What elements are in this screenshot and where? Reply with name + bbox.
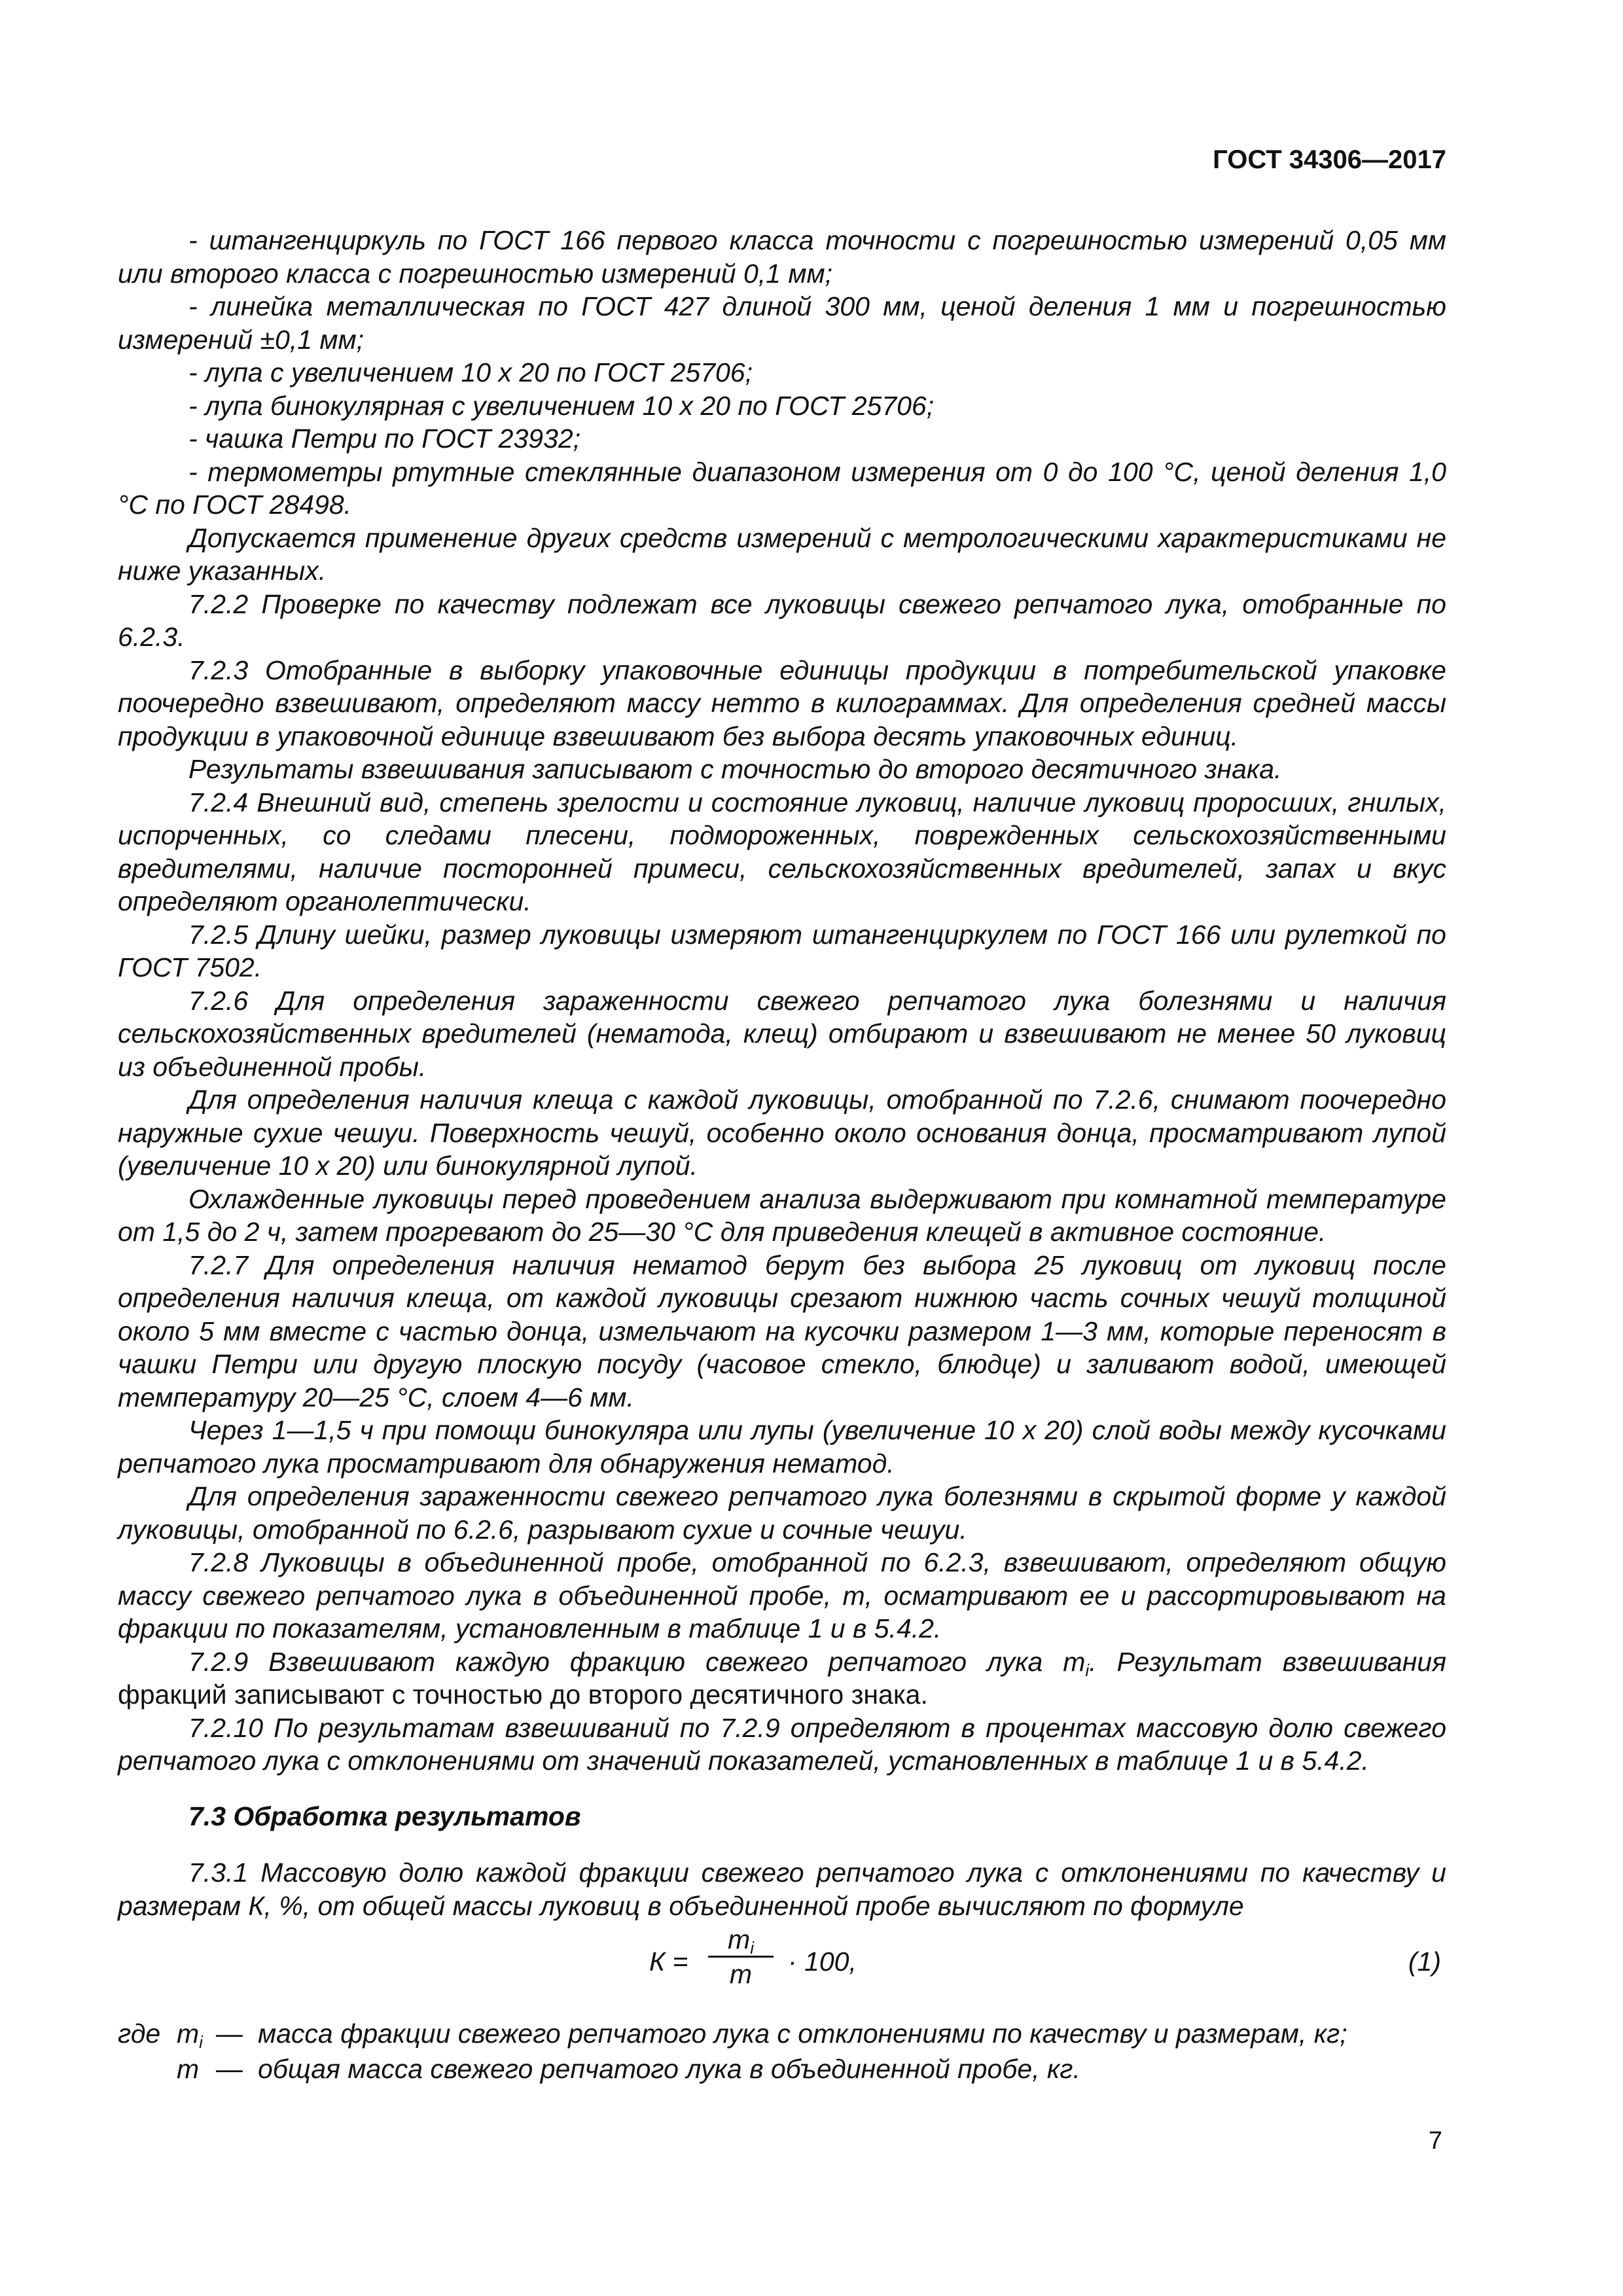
paragraph-7-3-1: 7.3.1 Массовую долю каждой фракции свежего репчатого лука с отклонениями по качеству и размерам К, %, от общей массы луковиц в объединенной пробе вычисляют по формуле (118, 1857, 1446, 1921)
document-number-header: ГОСТ 34306—2017 (1213, 145, 1446, 174)
page-number: 7 (1428, 2127, 1442, 2155)
legend-where-label: где (118, 2018, 161, 2049)
section-title: 7.3 Обработка результатов (188, 1801, 581, 1831)
legend-description: общая масса свежего репчатого лука в объединенной пробе, кг. (258, 2054, 1080, 2084)
symbol-sub: i (199, 2032, 203, 2052)
legend-symbol: m (177, 2054, 200, 2084)
paragraph: - штангенциркуль по ГОСТ 166 первого класса точности с погрешностью измерений 0,05 мм или второго класса с погрешностью измерений 0,1 мм; (118, 225, 1446, 289)
formula-denominator: m (729, 1959, 753, 1989)
paragraph: - чашка Петри по ГОСТ 23932; (188, 423, 581, 454)
paragraph: 7.2.5 Длину шейки, размер луковицы измеряют штангенциркулем по ГОСТ 166 или рулеткой по ГОСТ 7502. (118, 919, 1446, 982)
paragraph: 7.2.8 Луковицы в объединенной пробе, отобранной по 6.2.3, взвешивают, определяют общую массу свежего репчатого лука в объединенной пробе, m, осматривают ее и рассортировывают на фракции по показателям, установленным в таблице 1 и в 5.4.2. (118, 1547, 1446, 1643)
legend-symbol (177, 2016, 203, 2051)
numerator-var: m (728, 1924, 751, 1954)
paragraph: 7.2.4 Внешний вид, степень зрелости и состояние луковиц, наличие луковиц проросших, гнилых, испорченных, со следами плесени, подмороженных, поврежденных сельскохозяйственными вредителями, наличие посторонней примеси, сельскохозяйственных вредителей, запах и вкус определяют органолептически. (118, 787, 1446, 916)
paragraph: Результаты взвешивания записывают с точностью до второго десятичного знака. (188, 754, 1282, 784)
paragraph: - термометры ртутные стеклянные диапазоном измерения от 0 до 100 °С, ценой деления 1,0 °С по ГОСТ 28498. (118, 456, 1446, 520)
paragraph-7-2-9-upright: фракций записывают с точностью до второго десятичного знака. (118, 1679, 928, 1710)
formula-fraction (708, 1924, 774, 1989)
paragraph: - лупа с увеличением 10 х 20 по ГОСТ 25706; (188, 357, 753, 387)
paragraph: 7.2.7 Для определения наличия нематод берут без выбора 25 луковиц от луковиц после определения наличия клеща, от каждой луковицы срезают нижнюю часть сочных чешуй толщиной около 5 мм вместе с частью донца, измельчают на кусочки размером 1—3 мм, которые переносят в чашки Петри или другую плоскую посуду (часовое стекло, блюдце) и заливают водой, имеющей температуру 20—25 °С, слоем 4—6 мм. (118, 1249, 1446, 1412)
main-text-block (118, 224, 1446, 1778)
paragraph: Для определения наличия клеща с каждой луковицы, отобранной по 7.2.6, снимают поочередно наружные сухие чешуи. Поверхность чешуй, особенно около основания донца, просматривают лупой (увеличение 10 х 20) или бинокулярной лупой. (118, 1085, 1446, 1181)
paragraph: Через 1—1,5 ч при помощи бинокуляра или лупы (увеличение 10 х 20) слой воды между кусочками репчатого лука просматривают для обнаружения нематод. (118, 1415, 1446, 1479)
subscript-i: i (1085, 1660, 1090, 1680)
legend-dash: — (216, 2018, 243, 2049)
section-text-block (118, 1856, 1446, 1922)
formula-1 (0, 1924, 1623, 1996)
formula-numerator (708, 1924, 774, 1958)
paragraph: Охлажденные луковицы перед проведением анализа выдерживают при комнатной температуре от 1,5 до 2 ч, затем прогревают до 25—30 °С для приведения клещей в активное состояние. (118, 1183, 1446, 1247)
legend-dash: — (216, 2054, 243, 2084)
paragraph-7-2-10: 7.2.10 По результатам взвешиваний по 7.2.9 определяют в процентах массовую долю свежего репчатого лука с отклонениями от значений показателей, установленных в таблице 1 и в 5.4.2. (118, 1712, 1446, 1776)
paragraph-7-2-9 (118, 1645, 1446, 1712)
symbol-var: m (177, 2018, 200, 2049)
paragraph: 7.2.3 Отобранные в выборку упаковочные единицы продукции в потребительской упаковке поочередно взвешивают, определяют массу нетто в килограммах. Для определения средней массы продукции в упаковочной единице взвешивают без выбора десять упаковочных единиц. (118, 655, 1446, 751)
equation-number: (1) (1408, 1946, 1441, 1977)
legend-description: масса фракции свежего репчатого лука с отклонениями по качеству и размерам, кг; (258, 2018, 1347, 2049)
paragraph: - лупа бинокулярная с увеличением 10 х 20 по ГОСТ 25706; (188, 390, 935, 421)
paragraph: 7.2.6 Для определения зараженности свежего репчатого лука болезнями и наличия сельскохозяйственных вредителей (нематода, клещ) отбирают и взвешивают не менее 50 луковиц из объединенной пробы. (118, 985, 1446, 1082)
fraction-bar (708, 1956, 774, 1958)
paragraph: 7.2.2 Проверке по качеству подлежат все луковицы свежего репчатого лука, отобранные по 6.2.3. (118, 588, 1446, 652)
formula-rhs: · 100, (788, 1946, 857, 1977)
numerator-sub: i (750, 1938, 754, 1958)
paragraph-7-2-9-italic: 7.2.9 Взвешивают каждую фракцию свежего репчатого лука m (188, 1646, 1086, 1677)
paragraph: - линейка металлическая по ГОСТ 427 длиной 300 мм, ценой деления 1 мм и погрешностью измерений ±0,1 мм; (118, 291, 1446, 355)
paragraph-7-2-9-italic-tail: . Результат взвешивания (1089, 1646, 1446, 1677)
paragraph: Для определения зараженности свежего репчатого лука болезнями в скрытой форме у каждой луковицы, отобранной по 6.2.6, разрывают сухие и сочные чешуи. (118, 1481, 1446, 1545)
paragraph: Допускается применение других средств измерений с метрологическими характеристиками не ниже указанных. (118, 522, 1446, 586)
formula-lhs: К = (649, 1946, 688, 1977)
